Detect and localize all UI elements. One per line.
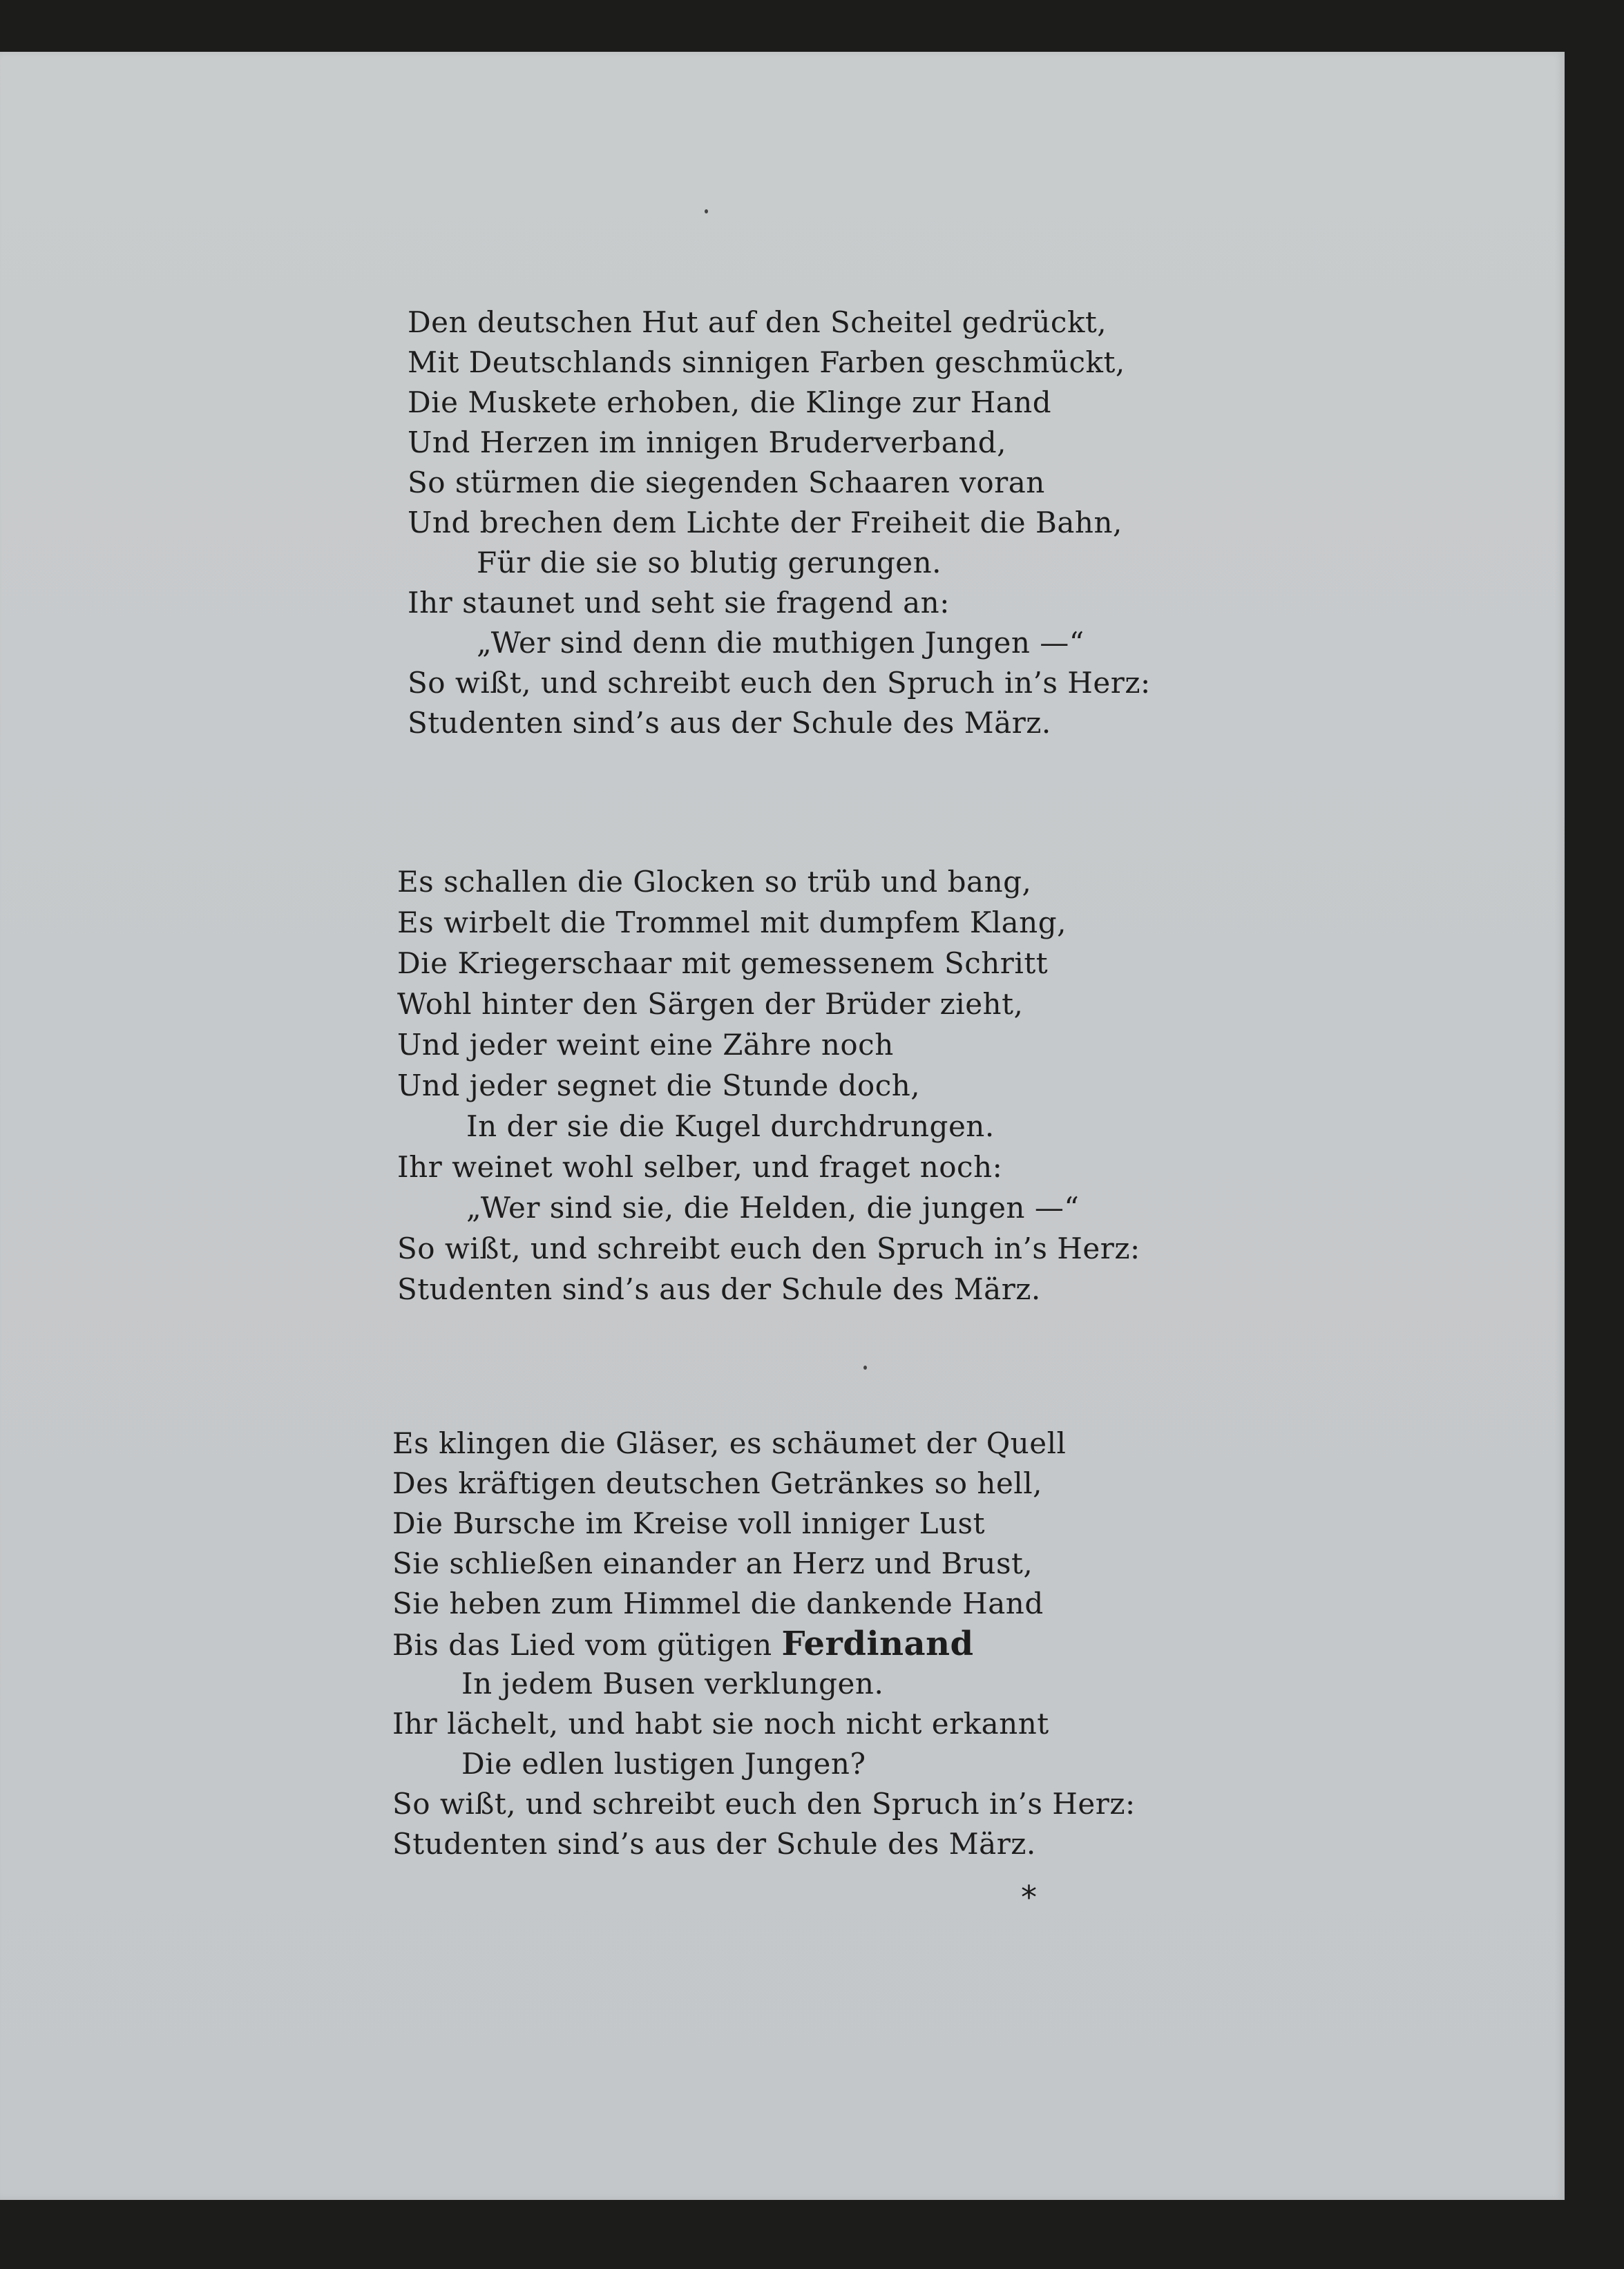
poem-line: So wißt, und schreibt euch den Spruch in’s Herz: [408, 666, 1151, 700]
poem-line: So wißt, und schreibt euch den Spruch in’s Herz: [397, 1232, 1140, 1265]
poem-line: Studenten sind’s aus der Schule des März. [408, 706, 1051, 740]
poem-line: So stürmen die siegenden Schaaren voran [408, 466, 1045, 499]
poem-line: Den deutschen Hut auf den Scheitel gedrückt, [408, 305, 1107, 339]
paper-speck [705, 209, 708, 213]
poem-line: Studenten sind’s aus der Schule des März. [397, 1272, 1041, 1306]
poem-line: Und Herzen im innigen Bruderverband, [408, 425, 1007, 459]
poem-line: „Wer sind denn die muthigen Jungen —“ [477, 626, 1085, 660]
poem-line: Die Bursche im Kreise voll inniger Lust [392, 1506, 985, 1540]
poem-line: Und jeder segnet die Stunde doch, [397, 1069, 921, 1102]
poem-line: Ihr lächelt, und habt sie noch nicht erkannt [392, 1707, 1049, 1741]
poem-line: Mit Deutschlands sinnigen Farben geschmückt, [408, 345, 1125, 379]
poem-line: Studenten sind’s aus der Schule des März. [392, 1827, 1036, 1861]
poem-line: Es schallen die Glocken so trüb und bang, [397, 865, 1032, 899]
paper-speck [863, 1366, 867, 1370]
poem-line-text: Bis das Lied vom gütigen [392, 1628, 772, 1662]
poem-line: In der sie die Kugel durchdrungen. [466, 1109, 995, 1143]
end-mark: * [1021, 1879, 1037, 1916]
poem-line: So wißt, und schreibt euch den Spruch in’s Herz: [392, 1787, 1136, 1821]
poem-line: In jedem Busen verklungen. [461, 1667, 884, 1701]
poem-line: Und brechen dem Lichte der Freiheit die Bahn, [408, 506, 1123, 539]
poem-line: Sie heben zum Himmel die dankende Hand [392, 1587, 1044, 1620]
poem-line: Die Muskete erhoben, die Klinge zur Hand [408, 385, 1052, 419]
poem-line: Sie schließen einander an Herz und Brust, [392, 1547, 1033, 1580]
poem-line [392, 1623, 974, 1665]
poem-line: Es wirbelt die Trommel mit dumpfem Klang, [397, 906, 1067, 939]
poem-line: Die Kriegerschaar mit gemessenem Schritt [397, 946, 1049, 980]
poem-line: Ihr weinet wohl selber, und fraget noch: [397, 1150, 1003, 1184]
poem-line: Und jeder weint eine Zähre noch [397, 1028, 894, 1062]
poem-line: Die edlen lustigen Jungen? [461, 1747, 866, 1781]
poem-line: „Wer sind sie, die Helden, die jungen —“ [466, 1191, 1080, 1225]
document-page [0, 52, 1565, 2200]
poem-line: Ihr staunet und seht sie fragend an: [408, 586, 950, 620]
poem-line: Des kräftigen deutschen Getränkes so hell, [392, 1466, 1043, 1500]
emphasized-name: Ferdinand [781, 1625, 974, 1663]
poem-line: Für die sie so blutig gerungen. [477, 546, 942, 580]
poem-line: Es klingen die Gläser, es schäumet der Quell [392, 1426, 1067, 1460]
poem-line: Wohl hinter den Särgen der Brüder zieht, [397, 987, 1024, 1021]
